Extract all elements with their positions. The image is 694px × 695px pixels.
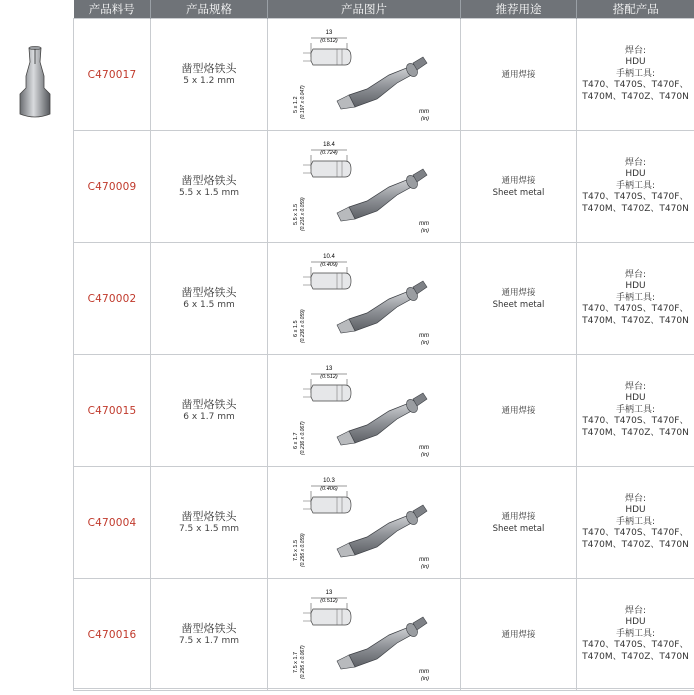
tip-top-view (311, 49, 351, 65)
match-station-label: 焊台: (577, 494, 694, 506)
length-mm-label: 18.4 (323, 142, 335, 148)
table-row (74, 355, 694, 467)
match-handles-2: T470M、T470Z、T470N (577, 652, 694, 664)
spec-name: 凿型烙铁头 (151, 62, 267, 75)
match-station-label: 焊台: (577, 46, 694, 58)
unit-in: (in) (421, 340, 429, 346)
match-handles-2: T470M、T470Z、T470N (577, 204, 694, 216)
match-handles-1: T470、T470S、T470F、 (577, 304, 694, 316)
tip-mm-label: 5 x 1.2 (293, 96, 299, 113)
match-handles-1: T470、T470S、T470F、 (577, 528, 694, 540)
tip-mm-label: 6 x 1.7 (293, 432, 299, 449)
tip-in-label: (0.295 x 0.059) (300, 533, 306, 567)
spec-size: 6 x 1.5 mm (151, 299, 267, 311)
match-handle-label: 手柄工具: (577, 629, 694, 641)
tip-in-label: (0.197 x 0.047) (300, 85, 306, 119)
unit-in: (in) (421, 116, 429, 122)
product-table (73, 0, 694, 691)
match-handle-label: 手柄工具: (577, 405, 694, 417)
spec-name: 凿型烙铁头 (151, 286, 267, 299)
unit-mm: mm (419, 221, 429, 227)
length-mm-label: 13 (326, 590, 333, 596)
match-station: HDU (577, 393, 694, 405)
length-in-label: (0.724) (320, 150, 338, 156)
usage-primary: 通用焊接 (461, 629, 576, 641)
tip-in-label: (0.295 x 0.067) (300, 645, 306, 679)
length-in-label: (0.409) (320, 262, 338, 268)
spec-size: 5 x 1.2 mm (151, 75, 267, 87)
product-code: C470004 (88, 517, 137, 529)
match-handle-label: 手柄工具: (577, 69, 694, 81)
tip-mm-label: 6 x 1.5 (293, 320, 299, 337)
product-code: C470002 (88, 293, 137, 305)
tip-mm-label: 7.5 x 1.5 (293, 539, 299, 560)
match-handles-2: T470M、T470Z、T470N (577, 428, 694, 440)
header-image: 产品图片 (268, 0, 461, 19)
chisel-tip-thumbnail (14, 42, 56, 122)
table-row (74, 19, 694, 131)
spec-size: 7.5 x 1.5 mm (151, 523, 267, 535)
length-mm-label: 10.3 (323, 478, 335, 484)
match-handles-2: T470M、T470Z、T470N (577, 540, 694, 552)
match-station-label: 焊台: (577, 270, 694, 282)
length-in-label: (0.406) (320, 486, 338, 492)
tip-in-label: (0.236 x 0.067) (300, 421, 306, 455)
table-row (74, 131, 694, 243)
tip-in-label: (0.216 x 0.059) (300, 197, 306, 231)
tip-technical-drawing (289, 135, 439, 239)
spec-name: 凿型烙铁头 (151, 174, 267, 187)
tip-top-view (311, 161, 351, 177)
usage-primary: 通用焊接 (461, 287, 576, 299)
match-station: HDU (577, 57, 694, 69)
spec-size: 5.5 x 1.5 mm (151, 187, 267, 199)
match-station-label: 焊台: (577, 382, 694, 394)
match-handle-label: 手柄工具: (577, 181, 694, 193)
match-station: HDU (577, 617, 694, 629)
match-station: HDU (577, 169, 694, 181)
spec-size: 7.5 x 1.7 mm (151, 635, 267, 647)
match-handles-1: T470、T470S、T470F、 (577, 192, 694, 204)
length-mm-label: 10.4 (323, 254, 335, 260)
unit-in: (in) (421, 228, 429, 234)
unit-mm: mm (419, 333, 429, 339)
unit-in: (in) (421, 452, 429, 458)
product-code: C470015 (88, 405, 137, 417)
tip-perspective-view (337, 505, 427, 557)
header-usage: 推荐用途 (461, 0, 577, 19)
header-spec: 产品规格 (151, 0, 268, 19)
unit-mm: mm (419, 109, 429, 115)
unit-mm: mm (419, 557, 429, 563)
side-illustration-column (0, 0, 73, 694)
header-match: 搭配产品 (577, 0, 694, 19)
product-code: C470016 (88, 629, 137, 641)
tip-top-view (311, 497, 351, 513)
spec-name: 凿型烙铁头 (151, 510, 267, 523)
match-station: HDU (577, 505, 694, 517)
match-station-label: 焊台: (577, 158, 694, 170)
unit-in: (in) (421, 564, 429, 570)
match-handles-1: T470、T470S、T470F、 (577, 640, 694, 652)
match-handle-label: 手柄工具: (577, 517, 694, 529)
tip-perspective-view (337, 393, 427, 445)
tip-top-view (311, 273, 351, 289)
table-header-row (74, 0, 694, 19)
tip-perspective-view (337, 617, 427, 669)
usage-primary: 通用焊接 (461, 511, 576, 523)
tip-mm-label: 7.5 x 1.7 (293, 651, 299, 672)
length-mm-label: 13 (326, 30, 333, 36)
length-in-label: (0.512) (320, 374, 338, 380)
match-handles-2: T470M、T470Z、T470N (577, 316, 694, 328)
tip-perspective-view (337, 57, 427, 109)
spec-name: 凿型烙铁头 (151, 398, 267, 411)
product-code: C470009 (88, 181, 137, 193)
usage-secondary: Sheet metal (461, 187, 576, 199)
tip-technical-drawing (289, 23, 439, 127)
spec-name: 凿型烙铁头 (151, 622, 267, 635)
tip-top-view (311, 609, 351, 625)
tip-technical-drawing (289, 359, 439, 463)
tip-technical-drawing (289, 583, 439, 687)
usage-primary: 通用焊接 (461, 405, 576, 417)
header-code: 产品料号 (74, 0, 151, 19)
product-code: C470017 (88, 69, 137, 81)
match-handles-1: T470、T470S、T470F、 (577, 80, 694, 92)
tip-perspective-view (337, 281, 427, 333)
tip-technical-drawing (289, 471, 439, 575)
tip-technical-drawing (289, 247, 439, 351)
length-in-label: (0.512) (320, 598, 338, 604)
usage-secondary: Sheet metal (461, 523, 576, 535)
usage-primary: 通用焊接 (461, 175, 576, 187)
tip-top-view (311, 385, 351, 401)
table-row (74, 579, 694, 691)
table-row (74, 467, 694, 579)
tip-perspective-view (337, 169, 427, 221)
tip-in-label: (0.236 x 0.059) (300, 309, 306, 343)
match-station: HDU (577, 281, 694, 293)
unit-in: (in) (421, 676, 429, 682)
match-handles-2: T470M、T470Z、T470N (577, 92, 694, 104)
table-row (74, 243, 694, 355)
spec-size: 6 x 1.7 mm (151, 411, 267, 423)
unit-mm: mm (419, 445, 429, 451)
tip-mm-label: 5.5 x 1.5 (293, 203, 299, 224)
match-station-label: 焊台: (577, 606, 694, 618)
usage-primary: 通用焊接 (461, 69, 576, 81)
unit-mm: mm (419, 669, 429, 675)
usage-secondary: Sheet metal (461, 299, 576, 311)
length-in-label: (0.512) (320, 38, 338, 44)
match-handle-label: 手柄工具: (577, 293, 694, 305)
length-mm-label: 13 (326, 366, 333, 372)
match-handles-1: T470、T470S、T470F、 (577, 416, 694, 428)
